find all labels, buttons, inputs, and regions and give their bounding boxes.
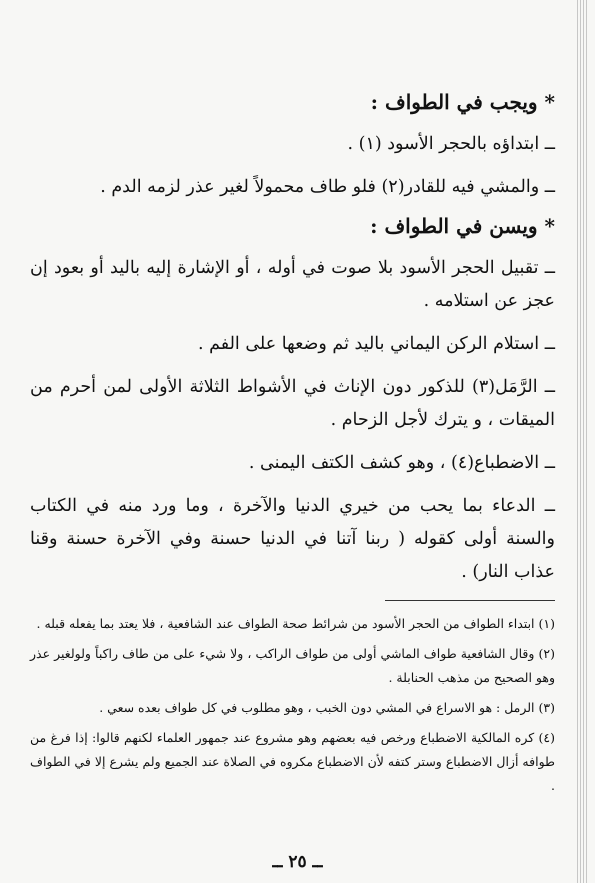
obligation-item: ــ ابتداؤه بالحجر الأسود (١) . <box>347 134 555 154</box>
main-text <box>30 90 555 599</box>
obligation-item: ــ والمشي فيه للقادر(٢) فلو طاف محمولاً لغير عذر لزمه الدم . <box>100 177 555 197</box>
footnote: (٤) كره المالكية الاضطباع ورخص فيه بعضهم وهو مشروع عند جمهور العلماء لكنهم قالوا: إذا فرغ من طوافه أزال الاضطباع وستر كتفه لأن الاضطباع مكروه في الصلاة عند الجميع ولم يشرع إلا في الطواف . <box>30 730 555 793</box>
page-number: ــ ٢٥ ــ <box>272 852 323 872</box>
footnotes <box>30 612 555 804</box>
footnote: (٣) الرمل : هو الاسراع في المشي دون الخبب ، وهو مطلوب في كل طواف بعده سعي . <box>99 700 555 715</box>
footnote-divider <box>385 600 555 601</box>
binding-edge <box>577 0 589 883</box>
footnote: (٢) وقال الشافعية طواف الماشي أولى من طواف الراكب ، ولا شيء على من طاف راكباً ولولغير عذر وهو الصحيح من مذهب الحنابلة . <box>30 646 555 685</box>
sunnah-item: ــ استلام الركن اليماني باليد ثم وضعها على الفم . <box>197 334 555 354</box>
sunnah-item: ــ الدعاء بما يحب من خيري الدنيا والآخرة ، وما ورد منه في الكتاب والسنة أولى كقوله ( ربنا آتنا في الدنيا حسنة وفي الآخرة حسنة وقنا عذاب النار) . <box>30 496 555 582</box>
heading-obligations: * ويجب في الطواف : <box>370 90 555 114</box>
footnote: (١) ابتداء الطواف من الحجر الأسود من شرائط صحة الطواف عند الشافعية ، فلا يعتد بما يفعله قبله . <box>36 616 555 631</box>
sunnah-item: ــ تقبيل الحجر الأسود بلا صوت في أوله ، أو الإشارة إليه باليد أو بعود إن عجز عن استلامه . <box>30 258 555 311</box>
sunnah-item: ــ الاضطباع(٤) ، وهو كشف الكتف اليمنى . <box>248 453 555 473</box>
sunnah-item: ــ الرَّمَل(٣) للذكور دون الإناث في الأشواط الثلاثة الأولى لمن أحرم من الميقات ، و يترك لأجل الزحام . <box>30 377 555 430</box>
heading-sunnahs: * ويسن في الطواف : <box>370 214 555 238</box>
